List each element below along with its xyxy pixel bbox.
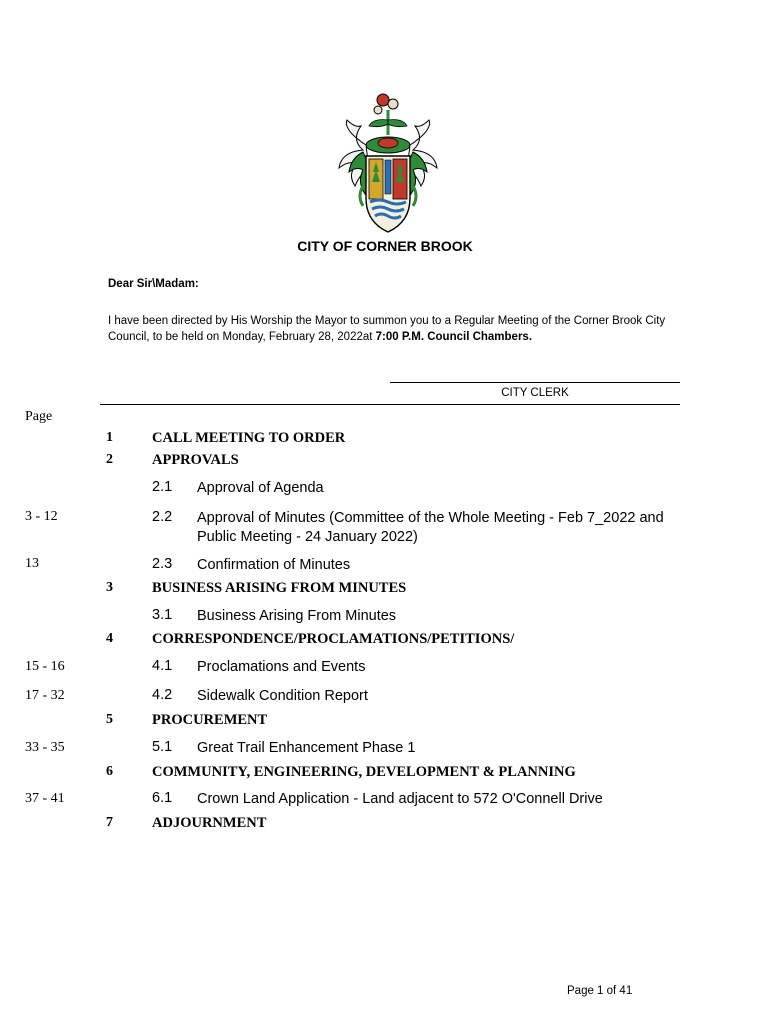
city-title: CITY OF CORNER BROOK [297, 238, 473, 254]
section-title: BUSINESS ARISING FROM MINUTES [152, 580, 407, 596]
city-crest-logo [333, 90, 443, 238]
salutation: Dear Sir\Madam: [108, 278, 199, 290]
item-pages: 13 [25, 556, 39, 571]
page-column-label: Page [25, 409, 53, 424]
item-text: Sidewalk Condition Report [197, 688, 368, 704]
item-text: Proclamations and Events [197, 659, 366, 675]
meeting-time-location: 7:00 P.M. Council Chambers. [375, 331, 533, 343]
section-number: 2 [106, 452, 113, 467]
section-number: 6 [106, 764, 113, 779]
section-title: ADJOURNMENT [152, 815, 267, 831]
page-indicator: Page 1 of 41 [567, 985, 633, 997]
signature-line [390, 382, 680, 383]
meeting-notice-text: I have been directed by His Worship the Mayor to summon you to a Regular Meeting of the Corner Brook City Council, to be held on Monday, February 28, 2022at [108, 315, 666, 343]
item-text: Great Trail Enhancement Phase 1 [197, 740, 416, 756]
section-number: 4 [106, 631, 113, 646]
item-number: 2.3 [152, 556, 173, 572]
item-text: Business Arising From Minutes [197, 608, 397, 624]
item-text: Crown Land Application - Land adjacent to 572 O'Connell Drive [197, 791, 603, 807]
item-pages: 15 - 16 [25, 659, 65, 674]
section-title: CORRESPONDENCE/PROCLAMATIONS/PETITIONS/ [152, 631, 515, 647]
item-number: 6.1 [152, 790, 173, 806]
item-pages: 3 - 12 [25, 509, 58, 524]
signature-title: CITY CLERK [501, 387, 569, 399]
item-number: 3.1 [152, 607, 173, 623]
section-number: 1 [106, 430, 113, 445]
item-pages: 33 - 35 [25, 740, 65, 755]
item-number: 2.1 [152, 479, 173, 495]
section-title: APPROVALS [152, 452, 239, 468]
section-title: CALL MEETING TO ORDER [152, 430, 346, 446]
item-pages: 37 - 41 [25, 791, 65, 806]
section-number: 5 [106, 712, 113, 727]
item-number: 4.2 [152, 687, 173, 703]
item-number: 5.1 [152, 739, 173, 755]
agenda-divider [100, 404, 680, 405]
item-number: 4.1 [152, 658, 173, 674]
item-pages: 17 - 32 [25, 688, 65, 703]
section-number: 7 [106, 815, 113, 830]
section-title: PROCUREMENT [152, 712, 268, 728]
section-title: COMMUNITY, ENGINEERING, DEVELOPMENT & PLANNING [152, 764, 576, 780]
item-text: Confirmation of Minutes [197, 557, 351, 573]
item-text: Approval of Minutes (Committee of the Whole Meeting - Feb 7_2022 and Public Meeting - 24 January 2022) [197, 510, 664, 545]
section-number: 3 [106, 580, 113, 595]
item-text: Approval of Agenda [197, 480, 324, 496]
item-number: 2.2 [152, 509, 173, 525]
meeting-notice [108, 313, 688, 345]
